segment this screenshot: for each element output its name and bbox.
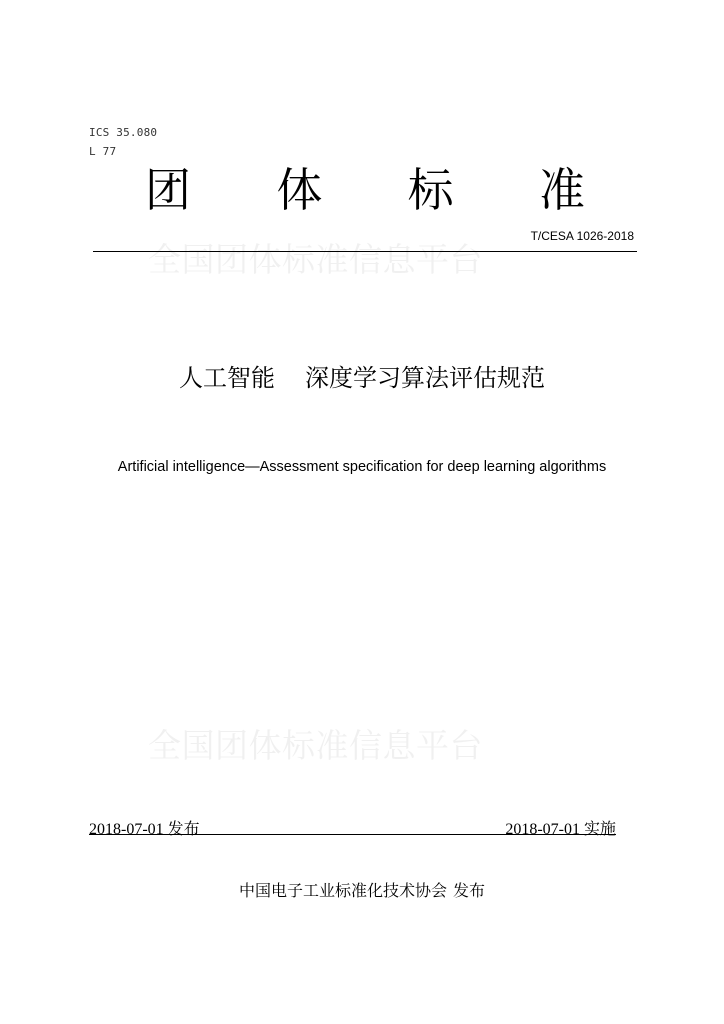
title-char: 准 [538,163,585,217]
ics-code: ICS 35.080 [89,126,158,139]
watermark-top: 全国团体标准信息平台 [148,240,483,279]
english-title: Artificial intelligence—Assessment specification for deep learning algorithms [117,459,607,475]
publisher-action: 发布 [453,881,486,900]
watermark-bottom: 全国团体标准信息平台 [148,726,483,765]
publish-date: 2018-07-01 发布 [89,821,200,838]
document-type-title [145,162,585,218]
title-char: 体 [276,163,323,217]
ccs-code: L 77 [89,145,117,158]
chinese-title [0,362,724,394]
bottom-divider [89,834,616,835]
title-char: 团 [145,163,191,217]
title-char: 标 [407,163,454,217]
top-divider [93,251,637,252]
standard-number: T/CESA 1026-2018 [530,229,634,243]
publisher-line [0,881,724,901]
chinese-title-part1: 人工智能 [179,364,275,392]
implement-date: 2018-07-01 实施 [505,821,616,838]
chinese-title-part2: 深度学习算法评估规范 [305,364,545,392]
publisher-name: 中国电子工业标准化技术协会 [238,881,447,900]
